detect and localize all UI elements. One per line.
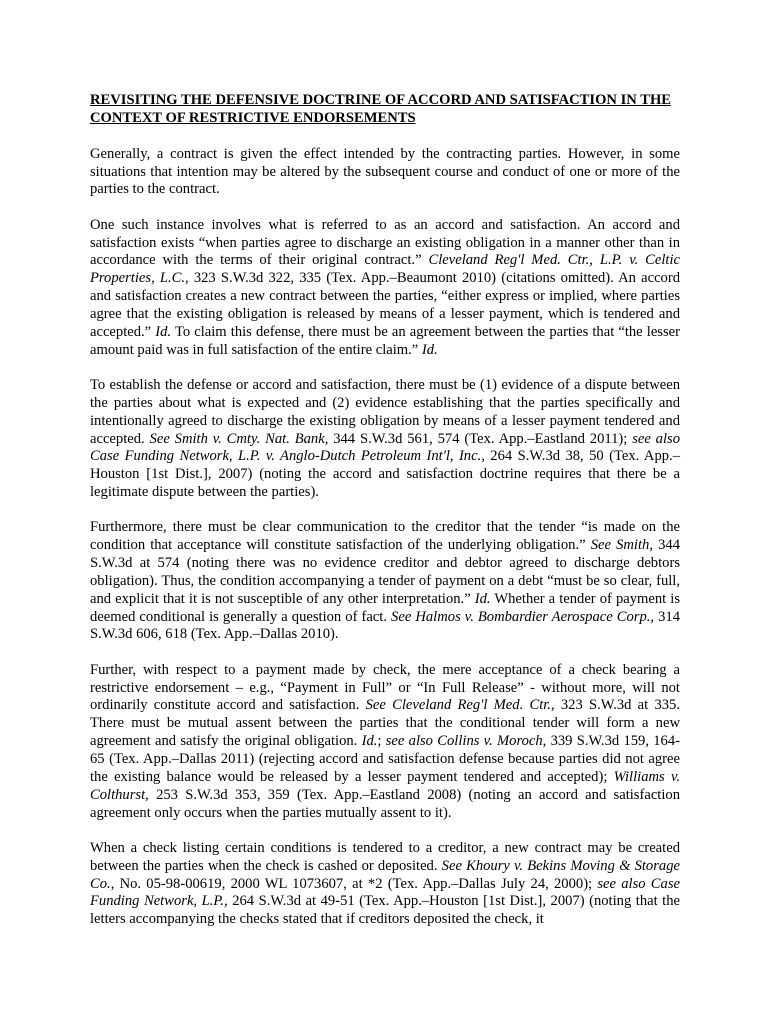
document-body xyxy=(90,146,680,929)
paragraph-text: 344 S.W.3d 561, 574 (Tex. App.–Eastland 2011); xyxy=(328,430,633,447)
case-citation: Id. xyxy=(474,590,491,607)
case-citation: Id. xyxy=(361,733,378,750)
case-citation: see also Case Funding Network, L.P. v. Anglo-Dutch Petroleum Int'l, Inc., xyxy=(90,430,680,465)
paragraph-text: Generally, a contract is given the effect intended by the contracting parties. However, in some situations that intention may be altered by the subsequent course and conduct of one or more of the parties to the contract. xyxy=(90,145,680,198)
case-citation: Id. xyxy=(421,341,438,358)
case-citation: Id. xyxy=(155,323,172,340)
paragraph-text: 264 S.W.3d at 49-51 (Tex. App.–Houston [1st Dist.], 2007) (noting that the letters accompanying the checks stated that if creditors deposited the check, it xyxy=(90,893,680,928)
case-citation: See Smith, xyxy=(590,537,653,554)
paragraph-text: To claim this defense, there must be an agreement between the parties that “the lesser amount paid was in full satisfaction of the entire claim.” xyxy=(90,323,680,358)
paragraph xyxy=(90,217,680,360)
paragraph-text: 344 S.W.3d at 574 (noting there was no evidence creditor and debtor agreed to discharge debtors obligation). Thus, the condition accompanying a tender of payment on a debt “must be so clear, full, and explicit that it is not susceptible of any other interpretation.” xyxy=(90,537,681,607)
case-citation: Cleveland Reg'l Med. Ctr., L.P. v. Celtic Properties, L.C. xyxy=(90,252,680,287)
case-citation: See Cleveland Reg'l Med. Ctr., xyxy=(365,697,555,714)
paragraph xyxy=(90,146,680,200)
paragraph-text: Whether a tender of payment is deemed conditional is generally a question of fact. xyxy=(90,590,680,625)
paragraph xyxy=(90,519,680,644)
paragraph-text: 264 S.W.3d 38, 50 (Tex. App.–Houston [1st Dist.], 2007) (noting the accord and satisfaction doctrine requires that there be a legitimate dispute between the parties). xyxy=(90,448,680,501)
paragraph-text: , 339 S.W.3d 159, 164-65 (Tex. App.–Dallas 2011) (rejecting accord and satisfaction defense because parties did not agree the existing balance would be released by a lesser payment tendered and accepted); xyxy=(90,733,680,785)
case-citation: see also Collins v. Moroch xyxy=(385,733,543,750)
paragraph-text: ; xyxy=(377,733,386,750)
paragraph-text: When a check listing certain conditions is tendered to a creditor, a new contract may be created between the parties when the check is cashed or deposited. xyxy=(90,839,680,874)
paragraph-text: , 253 S.W.3d 353, 359 (Tex. App.–Eastland 2008) (noting an accord and satisfaction agreement only occurs when the parties mutually assent to it). xyxy=(90,786,680,821)
paragraph xyxy=(90,840,680,929)
document-title: REVISITING THE DEFENSIVE DOCTRINE OF ACCORD AND SATISFACTION IN THE CONTEXT OF RESTRICTIVE ENDORSEMENTS xyxy=(90,92,672,126)
paragraph-text: Further, with respect to a payment made by check, the mere acceptance of a check bearing a restrictive endorsement – e.g., “Payment in Full” or “In Full Release” - without more, will not ordinarily constitute accord and satisfaction. xyxy=(90,661,680,714)
case-citation: Williams v. Colthurst xyxy=(90,768,680,803)
paragraph-text: One such instance involves what is referred to as an accord and satisfaction. An accord and satisfaction exists “when parties agree to discharge an existing obligation in a manner other than in accordance with the terms of their original contract.” xyxy=(90,216,680,269)
paragraph-text: To establish the defense or accord and satisfaction, there must be (1) evidence of a dispute between the parties about what is expected and (2) evidence establishing that the parties specifically and intentionally agreed to discharge the existing obligation by means of a lesser payment tendered and accepted. xyxy=(90,376,680,447)
paragraph-text: 314 S.W.3d 606, 618 (Tex. App.–Dallas 2010). xyxy=(90,608,680,643)
paragraph-text: Furthermore, there must be clear communication to the creditor that the tender “is made on the condition that acceptance will constitute satisfaction of the underlying obligation.” xyxy=(90,519,680,554)
case-citation: See Khoury v. Bekins Moving & Storage Co. xyxy=(90,857,680,892)
paragraph-text: , 323 S.W.3d 322, 335 (Tex. App.–Beaumont 2010) (citations omitted). An accord and satisfaction creates a new contract between the parties, “either express or implied, where parties agree that the existing obligation is released by means of a lesser payment, which is tendered and accepted.” xyxy=(90,270,681,340)
document-page xyxy=(90,92,680,929)
case-citation: see also Case Funding Network, L.P., xyxy=(90,875,680,910)
paragraph-text: , No. 05-98-00619, 2000 WL 1073607, at *2 (Tex. App.–Dallas July 24, 2000); xyxy=(110,875,598,892)
case-citation: See Smith v. Cmty. Nat. Bank, xyxy=(149,430,329,447)
paragraph xyxy=(90,377,680,502)
case-citation: See Halmos v. Bombardier Aerospace Corp., xyxy=(391,608,655,625)
paragraph xyxy=(90,662,680,823)
paragraph-text: 323 S.W.3d at 335. There must be mutual assent between the parties that the conditional tender will form a new agreement and satisfy the original obligation. xyxy=(90,697,681,750)
